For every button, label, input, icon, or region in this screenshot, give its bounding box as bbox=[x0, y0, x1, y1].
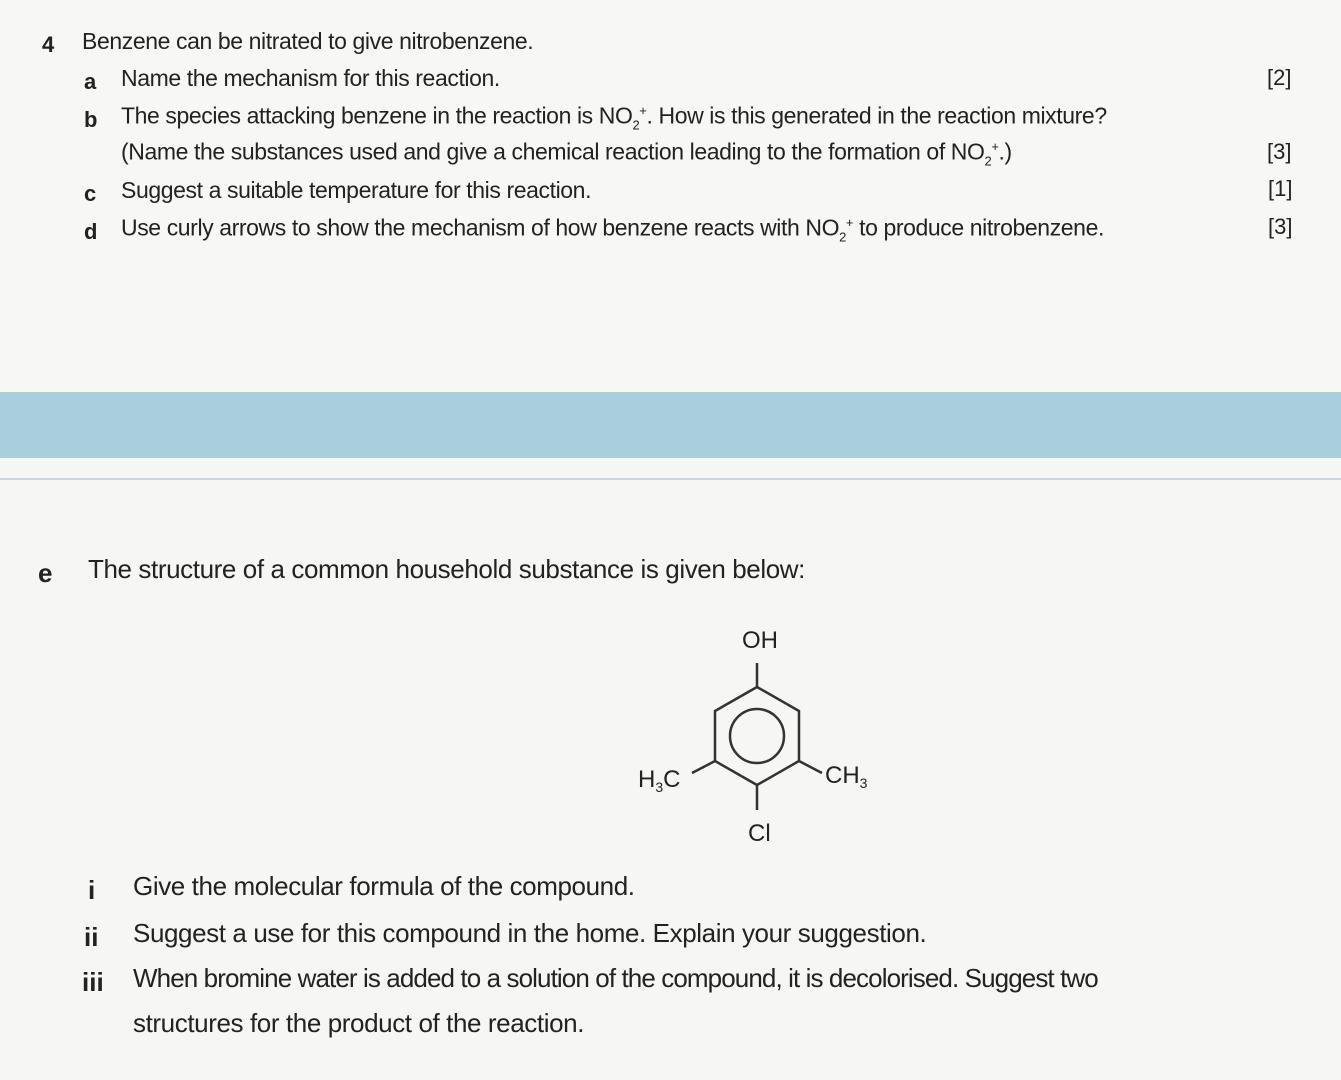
part-a-marks: [2] bbox=[1267, 65, 1292, 90]
part-d-text-post: to produce nitrobenzene. bbox=[853, 214, 1104, 241]
molecule-ch3-label: $CH_3$ bbox=[825, 762, 868, 791]
molecule-h3c-label: $H_3C$ bbox=[638, 766, 681, 795]
subpart-iii-label: iii bbox=[82, 967, 104, 997]
part-e-label: e bbox=[38, 558, 53, 588]
part-a-text: Name the mechanism for this reaction. bbox=[121, 65, 500, 91]
part-c-text: Suggest a suitable temperature for this reaction. bbox=[121, 177, 592, 203]
subpart-iii-line1: When bromine water is added to a solution of the compound, it is decolorised. Suggest two bbox=[133, 963, 1098, 993]
part-b-line1-post: . How is this generated in the reaction mixture? bbox=[646, 102, 1107, 129]
subpart-iii-line2: structures for the product of the reaction. bbox=[133, 1008, 585, 1038]
benzene-aromatic-circle bbox=[730, 709, 784, 763]
part-b-line2-pre: (Name the substances used and give a chemical reaction leading to the formation of NO bbox=[121, 138, 985, 165]
part-d-marks: [3] bbox=[1268, 214, 1293, 239]
part-b-line1-pre: The species attacking benzene in the reaction is NO bbox=[121, 102, 633, 129]
no2-subscript: 2 bbox=[839, 229, 846, 245]
subpart-i-text: Give the molecular formula of the compound. bbox=[133, 871, 635, 901]
molecule-oh-label: OH bbox=[742, 627, 778, 654]
part-b-line2 bbox=[121, 140, 1012, 167]
bond-right bbox=[799, 761, 822, 773]
part-d-text-pre: Use curly arrows to show the mechanism of how benzene reacts with NO bbox=[121, 214, 840, 241]
page-divider-line bbox=[0, 478, 1341, 480]
part-e-text: The structure of a common household substance is given below: bbox=[88, 554, 806, 584]
question-number: 4 bbox=[42, 32, 55, 57]
no2-charge: + bbox=[845, 215, 854, 230]
part-d-text bbox=[121, 216, 1104, 243]
part-d-label: d bbox=[84, 219, 98, 244]
molecule-structure bbox=[620, 615, 900, 855]
no2-subscript: 2 bbox=[632, 117, 640, 133]
part-b-line2-post: .) bbox=[998, 138, 1012, 165]
part-b-label: b bbox=[84, 107, 98, 132]
part-b-marks: [3] bbox=[1267, 139, 1292, 164]
subpart-ii-text: Suggest a use for this compound in the home. Explain your suggestion. bbox=[133, 918, 927, 948]
part-a-label: a bbox=[84, 69, 97, 94]
no2-charge: + bbox=[991, 139, 999, 154]
part-b-line1 bbox=[121, 104, 1107, 131]
no2-subscript: 2 bbox=[984, 153, 992, 169]
no2-charge: + bbox=[639, 103, 647, 118]
subpart-ii-label: ii bbox=[84, 922, 99, 952]
molecule-cl-label: Cl bbox=[748, 820, 771, 847]
question-stem: Benzene can be nitrated to give nitrobenzene. bbox=[82, 28, 534, 54]
bond-left bbox=[692, 761, 715, 773]
benzene-ring bbox=[715, 687, 799, 785]
part-c-label: c bbox=[84, 181, 97, 206]
page-divider-band bbox=[0, 392, 1341, 458]
subpart-i-label: i bbox=[88, 875, 96, 905]
part-c-marks: [1] bbox=[1268, 176, 1293, 201]
